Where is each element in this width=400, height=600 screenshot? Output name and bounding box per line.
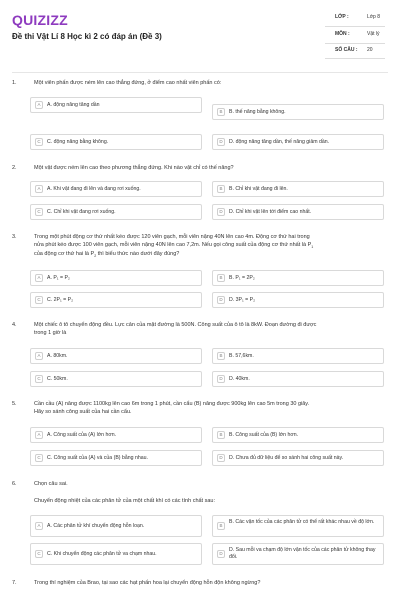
option-text: C. Chỉ khi vật đang rơi xuống.: [47, 209, 116, 215]
meta-divider: [325, 58, 385, 59]
answer-option-d[interactable]: [212, 292, 384, 308]
question-text-line: Hãy so sánh công suất của hai cần cẩu.: [34, 408, 132, 415]
option-text: B. Chỉ khi vật đang đi lên.: [229, 186, 288, 192]
option-letter: B: [217, 108, 225, 116]
option-letter: D: [217, 296, 225, 304]
answer-option-d[interactable]: [212, 204, 384, 220]
answer-option-c[interactable]: [30, 543, 202, 565]
answer-option-b[interactable]: [212, 427, 384, 443]
answer-option-c[interactable]: [30, 371, 202, 387]
meta-subject-value: Vật lý: [367, 31, 380, 37]
question-text: [34, 234, 384, 261]
answer-option-a[interactable]: [30, 427, 202, 443]
option-letter: B: [217, 431, 225, 439]
question-text-line: trong 1 giờ là: [34, 329, 67, 336]
option-letter: B: [217, 522, 225, 530]
answer-option-a[interactable]: [30, 515, 202, 537]
answer-option-d[interactable]: [212, 134, 384, 150]
question-text: Trong thí nghiệm của Brao, tại sao các hạt phấn hoa lại chuyển động hỗn độn không ngừng?: [34, 580, 261, 586]
option-text: A. động năng tăng dần: [47, 102, 100, 108]
option-text: C. động năng bằng không.: [47, 139, 109, 145]
option-text: B. 57,6km.: [229, 353, 254, 359]
option-text: B. P₁ = 2P₂: [229, 275, 255, 281]
option-text: C. Khi chuyển động các phân tử va chạm nhau.: [47, 551, 157, 557]
meta-count-value: 20: [367, 47, 373, 53]
option-text: D. 40km.: [229, 376, 250, 382]
question-number: 3.: [12, 234, 17, 240]
answer-option-c[interactable]: [30, 450, 202, 466]
option-letter: C: [35, 138, 43, 146]
subscript: 1: [311, 244, 314, 249]
subscript: 2: [94, 254, 97, 259]
option-text: C. 50km.: [47, 376, 68, 382]
question-text-part: nửa phút kéo được 100 viên gạch, mỗi viên nặng 40N lên cao 7,2m. Nếu gọi công suất của động cơ thứ nhất là P: [34, 241, 312, 248]
option-letter: C: [35, 296, 43, 304]
question-text-part: thì biểu thức nào dưới đây đúng?: [96, 251, 180, 258]
option-text: D. động năng tăng dần, thế năng giảm dần.: [229, 139, 330, 145]
meta-grade-label: LỚP :: [335, 14, 349, 20]
option-letter: B: [217, 274, 225, 282]
option-text: D. Sau mỗi va chạm độ lớn vận tốc của các phân tử không thay đổi.: [229, 547, 376, 560]
quizizz-logo: QUIZIZZ: [12, 12, 68, 28]
question-text-line: [34, 242, 384, 252]
option-letter: D: [217, 208, 225, 216]
answer-option-d[interactable]: [212, 371, 384, 387]
option-text: A. P₁ = P₂: [47, 275, 70, 281]
question-text-line: [34, 251, 384, 261]
question-number: 6.: [12, 481, 17, 487]
option-text: D. Chưa đủ dữ liệu để so sánh hai công suất này.: [229, 455, 344, 461]
answer-option-b[interactable]: [212, 181, 384, 197]
option-text: D. Chỉ khi vật lên tới điểm cao nhất.: [229, 209, 312, 215]
question-text-line: Cần cầu (A) nâng được 1100kg lên cao 6m trong 1 phút, cần cẩu (B) nâng được 900kg lên cao 5m trong 30 giây.: [34, 401, 310, 407]
option-letter: C: [35, 375, 43, 383]
question-text: [34, 322, 384, 337]
option-text: A. Công suất của (A) lớn hơn.: [47, 432, 117, 438]
option-text: B. Công suất của (B) lớn hơn.: [229, 432, 299, 438]
header-divider: [12, 72, 388, 73]
meta-subject-label: MÔN :: [335, 31, 350, 37]
worksheet-header: [0, 0, 400, 70]
answer-option-b[interactable]: [212, 515, 384, 537]
option-letter: D: [217, 375, 225, 383]
option-letter: A: [35, 185, 43, 193]
option-text: A. Các phân tử khí chuyển động hỗn loạn.: [47, 523, 145, 529]
answer-option-b[interactable]: [212, 348, 384, 364]
option-letter: C: [35, 208, 43, 216]
option-text: B. Các vận tốc của các phân tử có thể rất khác nhau về độ lớn.: [229, 519, 375, 525]
option-letter: A: [35, 101, 43, 109]
question-text: Chọn câu sai.: [34, 481, 68, 487]
option-letter: D: [217, 454, 225, 462]
option-letter: B: [217, 352, 225, 360]
answer-option-c[interactable]: [30, 292, 202, 308]
question-text-part: của động cơ thứ hai là P: [34, 251, 95, 258]
option-text: C. Công suất của (A) và của (B) bằng nhau.: [47, 455, 148, 461]
option-text: B. thế năng bằng không.: [229, 109, 286, 115]
option-letter: C: [35, 454, 43, 462]
meta-divider: [325, 26, 385, 27]
meta-divider: [325, 43, 385, 44]
meta-count-label: SỐ CÂU :: [335, 47, 358, 53]
answer-option-a[interactable]: [30, 181, 202, 197]
answer-option-c[interactable]: [30, 134, 202, 150]
page-title: Đề thi Vật Lí 8 Học kì 2 có đáp án (Đề 3): [12, 32, 162, 41]
question-text: [34, 401, 384, 416]
option-letter: A: [35, 274, 43, 282]
option-text: A. Khi vật đang đi lên và đang rơi xuống.: [47, 186, 141, 192]
question-subtext: Chuyển động nhiệt của các phân tử của một chất khí có các tính chất sau:: [34, 498, 216, 504]
answer-option-a[interactable]: [30, 97, 202, 113]
answer-option-c[interactable]: [30, 204, 202, 220]
question-number: 1.: [12, 80, 17, 86]
question-number: 7.: [12, 580, 17, 586]
option-letter: D: [217, 138, 225, 146]
answer-option-a[interactable]: [30, 348, 202, 364]
option-letter: C: [35, 550, 43, 558]
option-letter: A: [35, 352, 43, 360]
question-text-line: Trong một phút động cơ thứ nhất kéo được 120 viên gạch, mỗi viên nặng 40N lên cao 4m. Động cơ thứ hai trong: [34, 234, 310, 240]
option-letter: A: [35, 522, 43, 530]
option-text: A. 80km.: [47, 353, 68, 359]
question-text-line: Một chiếc ô tô chuyển động đều. Lực cản của mặt đường là 500N. Công suất của ô tô là 8kW. Đoạn đường đi được: [34, 322, 317, 328]
meta-grade-value: Lớp 8: [367, 14, 381, 20]
question-text: Một vật được ném lên cao theo phương thẳng đứng. Khi nào vật chỉ có thế năng?: [34, 165, 234, 171]
answer-option-b[interactable]: [212, 270, 384, 286]
option-letter: D: [217, 550, 225, 558]
option-text: D. 3P₁ = P₂: [229, 297, 256, 303]
option-text: C. 2P₁ = P₂: [47, 297, 74, 303]
answer-option-a[interactable]: [30, 270, 202, 286]
question-text: Một viên phấn được ném lên cao thẳng đứng, ở điểm cao nhất viên phấn có:: [34, 80, 222, 86]
answer-option-b[interactable]: [212, 104, 384, 120]
option-letter: A: [35, 431, 43, 439]
question-number: 2.: [12, 165, 17, 171]
question-number: 5.: [12, 401, 17, 407]
question-number: 4.: [12, 322, 17, 328]
option-letter: B: [217, 185, 225, 193]
answer-option-d[interactable]: [212, 450, 384, 466]
answer-option-d[interactable]: [212, 543, 384, 565]
